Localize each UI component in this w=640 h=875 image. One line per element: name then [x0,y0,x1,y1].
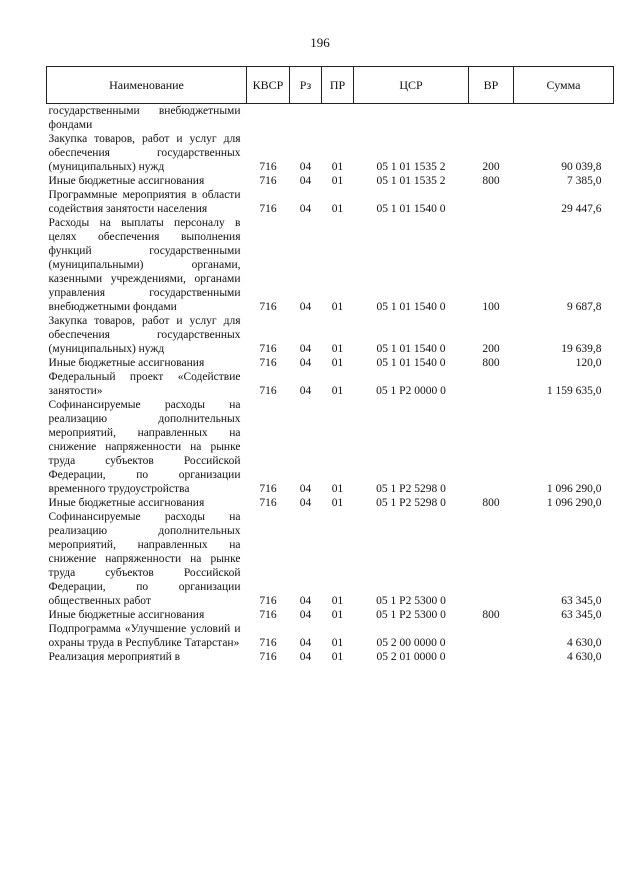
row-sum: 19 639,8 [561,343,602,355]
row-vr: 200 [482,161,500,173]
table-row [47,510,614,608]
row-csr: 05 1 P2 0000 0 [376,385,446,397]
row-sum: 1 159 635,0 [546,385,602,397]
row-name: Федеральный проект «Содействие занятости» [48,371,241,397]
row-kvsr: 716 [259,637,277,649]
row-csr: 05 1 01 1540 0 [376,357,446,369]
row-pr: 01 [331,609,344,621]
row-sum: 63 345,0 [561,609,602,621]
row-vr: 800 [482,357,500,369]
row-rz: 04 [299,175,312,187]
row-pr: 01 [331,595,344,607]
table-row [47,370,614,398]
row-name: Софинансируемые расходы на реализацию дополнительных мероприятий, направленных на снижение напряженности на рынке труда субъектов Российской Федерации, по организации общественных работ [48,511,241,607]
row-kvsr: 716 [259,343,277,355]
row-rz: 04 [299,301,312,313]
row-kvsr: 716 [259,497,277,509]
header-pr: ПР [322,67,354,104]
row-name: государственными внебюджетными фондами [48,105,241,131]
row-name: Закупка товаров, работ и услуг для обеспечения государственных (муниципальных) нужд [48,133,241,173]
row-kvsr: 716 [259,357,277,369]
row-kvsr: 716 [259,609,277,621]
table-row [47,398,614,496]
row-name: Подпрограмма «Улучшение условий и охраны труда в Республике Татарстан» [48,623,241,649]
row-sum: 90 039,8 [561,161,602,173]
row-sum: 63 345,0 [561,595,602,607]
row-name: Закупка товаров, работ и услуг для обеспечения государственных (муниципальных) нужд [48,315,241,355]
row-pr: 01 [331,385,344,397]
table-row [47,104,614,133]
row-vr [469,650,514,664]
row-kvsr: 716 [259,651,277,663]
row-name: Иные бюджетные ассигнования [48,609,205,621]
row-rz: 04 [299,161,312,173]
row-csr: 05 1 P2 5300 0 [376,609,446,621]
row-vr [469,370,514,398]
table-row [47,174,614,188]
row-name: Иные бюджетные ассигнования [48,175,205,187]
row-sum: 1 096 290,0 [546,483,602,495]
row-name: Программные мероприятия в области содействия занятости населения [48,189,241,215]
row-name: Иные бюджетные ассигнования [48,497,205,509]
table-row [47,188,614,216]
row-kvsr: 716 [259,301,277,313]
row-sum: 9 687,8 [567,301,602,313]
row-csr: 05 2 01 0000 0 [376,651,446,663]
row-pr: 01 [331,203,344,215]
header-sum: Сумма [514,67,614,104]
row-rz: 04 [299,609,312,621]
row-pr: 01 [331,651,344,663]
table-row [47,622,614,650]
budget-table [46,66,614,664]
row-rz: 04 [299,203,312,215]
table-row [47,314,614,356]
row-vr [469,622,514,650]
row-pr: 01 [331,301,344,313]
row-csr: 05 1 01 1535 2 [376,175,446,187]
row-csr: 05 1 01 1540 0 [376,301,446,313]
page-number: 196 [310,35,330,50]
row-pr: 01 [331,357,344,369]
row-vr [469,188,514,216]
row-rz: 04 [299,357,312,369]
row-kvsr: 716 [259,175,277,187]
row-sum: 7 385,0 [567,175,602,187]
header-name: Наименование [47,67,247,104]
row-sum: 4 630,0 [567,637,602,649]
header-vr: ВР [469,67,514,104]
row-sum: 29 447,6 [561,203,602,215]
row-rz: 04 [299,637,312,649]
row-csr: 05 1 P2 5300 0 [376,595,446,607]
row-name: Реализация мероприятий в [48,651,181,663]
table-row [47,650,614,664]
table-row [47,608,614,622]
row-vr [469,398,514,496]
row-rz: 04 [299,595,312,607]
row-vr: 800 [482,175,500,187]
row-vr: 800 [482,609,500,621]
row-sum: 1 096 290,0 [546,497,602,509]
row-pr: 01 [331,637,344,649]
row-pr: 01 [331,175,344,187]
row-rz: 04 [299,483,312,495]
row-rz: 04 [299,343,312,355]
table-row [47,132,614,174]
row-name: Софинансируемые расходы на реализацию дополнительных мероприятий, направленных на снижение напряженности на рынке труда субъектов Российской Федерации, по организации временного трудоустройства [48,399,241,495]
row-vr [469,104,514,133]
row-sum: 4 630,0 [567,651,602,663]
row-vr [469,510,514,608]
row-rz: 04 [299,497,312,509]
row-kvsr: 716 [259,595,277,607]
row-vr: 200 [482,343,500,355]
row-name: Расходы на выплаты персоналу в целях обеспечения выполнения функций государственными (муниципальными) органами, казенными учреждениями, органами управления государственными внебюджетными фондами [48,217,241,313]
row-vr: 100 [482,301,500,313]
row-kvsr: 716 [259,385,277,397]
row-pr: 01 [331,483,344,495]
row-pr: 01 [331,497,344,509]
row-rz [290,104,322,133]
table-header-row [47,67,614,104]
row-sum: 120,0 [575,357,602,369]
row-csr: 05 1 01 1540 0 [376,343,446,355]
table-row [47,496,614,510]
row-name: Иные бюджетные ассигнования [48,357,205,369]
table-row [47,216,614,314]
table-row [47,356,614,370]
row-rz: 04 [299,385,312,397]
header-kvsr: КВСР [247,67,290,104]
row-pr [322,104,354,133]
row-pr: 01 [331,343,344,355]
row-pr: 01 [331,161,344,173]
row-kvsr: 716 [259,161,277,173]
row-sum [514,104,614,133]
row-kvsr [247,104,290,133]
header-rz: Рз [290,67,322,104]
row-rz: 04 [299,651,312,663]
row-csr: 05 1 P2 5298 0 [376,497,446,509]
row-csr: 05 1 01 1540 0 [376,203,446,215]
row-csr: 05 2 00 0000 0 [376,637,446,649]
header-csr: ЦСР [354,67,469,104]
row-vr: 800 [482,497,500,509]
row-kvsr: 716 [259,483,277,495]
row-csr: 05 1 P2 5298 0 [376,483,446,495]
row-kvsr: 716 [259,203,277,215]
row-csr [354,104,469,133]
row-csr: 05 1 01 1535 2 [376,161,446,173]
